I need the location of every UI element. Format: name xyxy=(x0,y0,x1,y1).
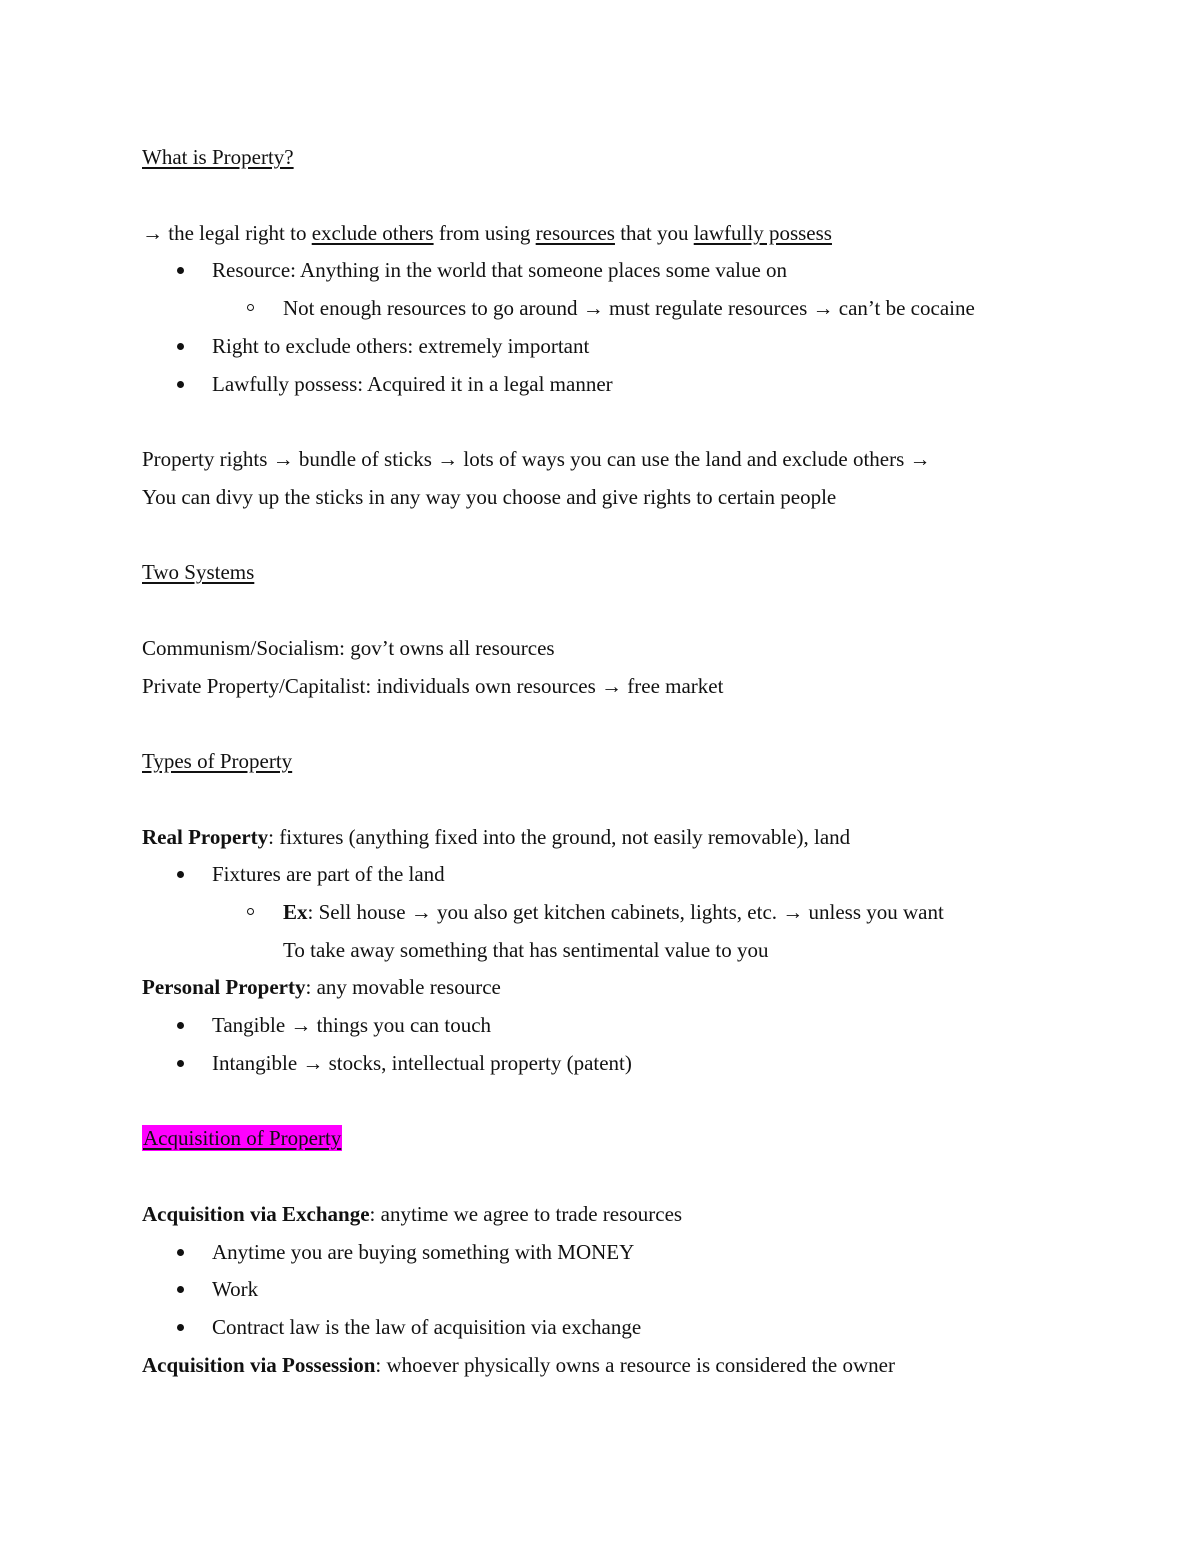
bullet-icon xyxy=(177,343,184,350)
definition-text: that you xyxy=(614,221,694,245)
sub-bullet-icon xyxy=(247,304,254,311)
list-item: Intangible → stocks, intellectual property (patent) xyxy=(212,1051,632,1075)
paragraph: Property rights → bundle of sticks → lots of ways you can use the land and exclude others → xyxy=(142,447,931,471)
exchange-definition xyxy=(142,1201,682,1227)
bullet-icon xyxy=(177,1060,184,1067)
bullet-icon xyxy=(177,1324,184,1331)
term-label: Ex xyxy=(283,900,308,924)
bullet-icon xyxy=(177,1249,184,1256)
personal-property-definition xyxy=(142,974,501,1000)
definition-lawfully-possess: lawfully possess xyxy=(693,221,832,245)
term-label: Personal Property xyxy=(142,975,306,999)
bullet-icon xyxy=(177,1286,184,1293)
list-item: Anytime you are buying something with MONEY xyxy=(212,1240,635,1264)
real-property-definition xyxy=(142,824,850,850)
heading-what-is-property: What is Property? xyxy=(142,145,294,169)
definition-text: → the legal right to xyxy=(142,221,312,245)
term-text: : Sell house → you also get kitchen cabinets, lights, etc. → unless you want xyxy=(307,900,944,924)
bullet-icon xyxy=(177,381,184,388)
bullet-icon xyxy=(177,1022,184,1029)
list-item: Lawfully possess: Acquired it in a legal manner xyxy=(212,372,613,396)
bullet-icon xyxy=(177,267,184,274)
term-text: : whoever physically owns a resource is considered the owner xyxy=(375,1353,895,1377)
term-label: Acquisition via Exchange xyxy=(142,1202,370,1226)
list-item-continuation: To take away something that has sentimental value to you xyxy=(283,938,769,962)
term-label: Acquisition via Possession xyxy=(142,1353,376,1377)
bullet-icon xyxy=(177,871,184,878)
list-item: Right to exclude others: extremely important xyxy=(212,334,590,358)
term-text: : anytime we agree to trade resources xyxy=(369,1202,683,1226)
list-item: Fixtures are part of the land xyxy=(212,862,445,886)
term-text: : fixtures (anything fixed into the ground, not easily removable), land xyxy=(268,825,851,849)
heading-types-of-property: Types of Property xyxy=(142,749,293,773)
possession-definition xyxy=(142,1352,895,1378)
term-label: Real Property xyxy=(142,825,269,849)
paragraph: Communism/Socialism: gov’t owns all resources xyxy=(142,636,555,660)
list-item: Tangible → things you can touch xyxy=(212,1013,492,1037)
definition-resources: resources xyxy=(535,221,615,245)
heading-two-systems: Two Systems xyxy=(142,560,255,584)
list-item: Not enough resources to go around → must regulate resources → can’t be cocaine xyxy=(283,296,975,320)
list-item: Work xyxy=(212,1277,259,1301)
sub-bullet-icon xyxy=(247,908,254,915)
property-definition xyxy=(142,220,832,246)
heading-acquisition-of-property: Acquisition of Property xyxy=(143,1126,342,1150)
term-text: : any movable resource xyxy=(305,975,501,999)
paragraph: You can divy up the sticks in any way you choose and give rights to certain people xyxy=(142,485,837,509)
list-item xyxy=(283,899,944,925)
definition-text: from using xyxy=(433,221,536,245)
list-item: Resource: Anything in the world that someone places some value on xyxy=(212,258,788,282)
definition-exclude-others: exclude others xyxy=(311,221,434,245)
list-item: Contract law is the law of acquisition via exchange xyxy=(212,1315,642,1339)
paragraph: Private Property/Capitalist: individuals own resources → free market xyxy=(142,674,724,698)
